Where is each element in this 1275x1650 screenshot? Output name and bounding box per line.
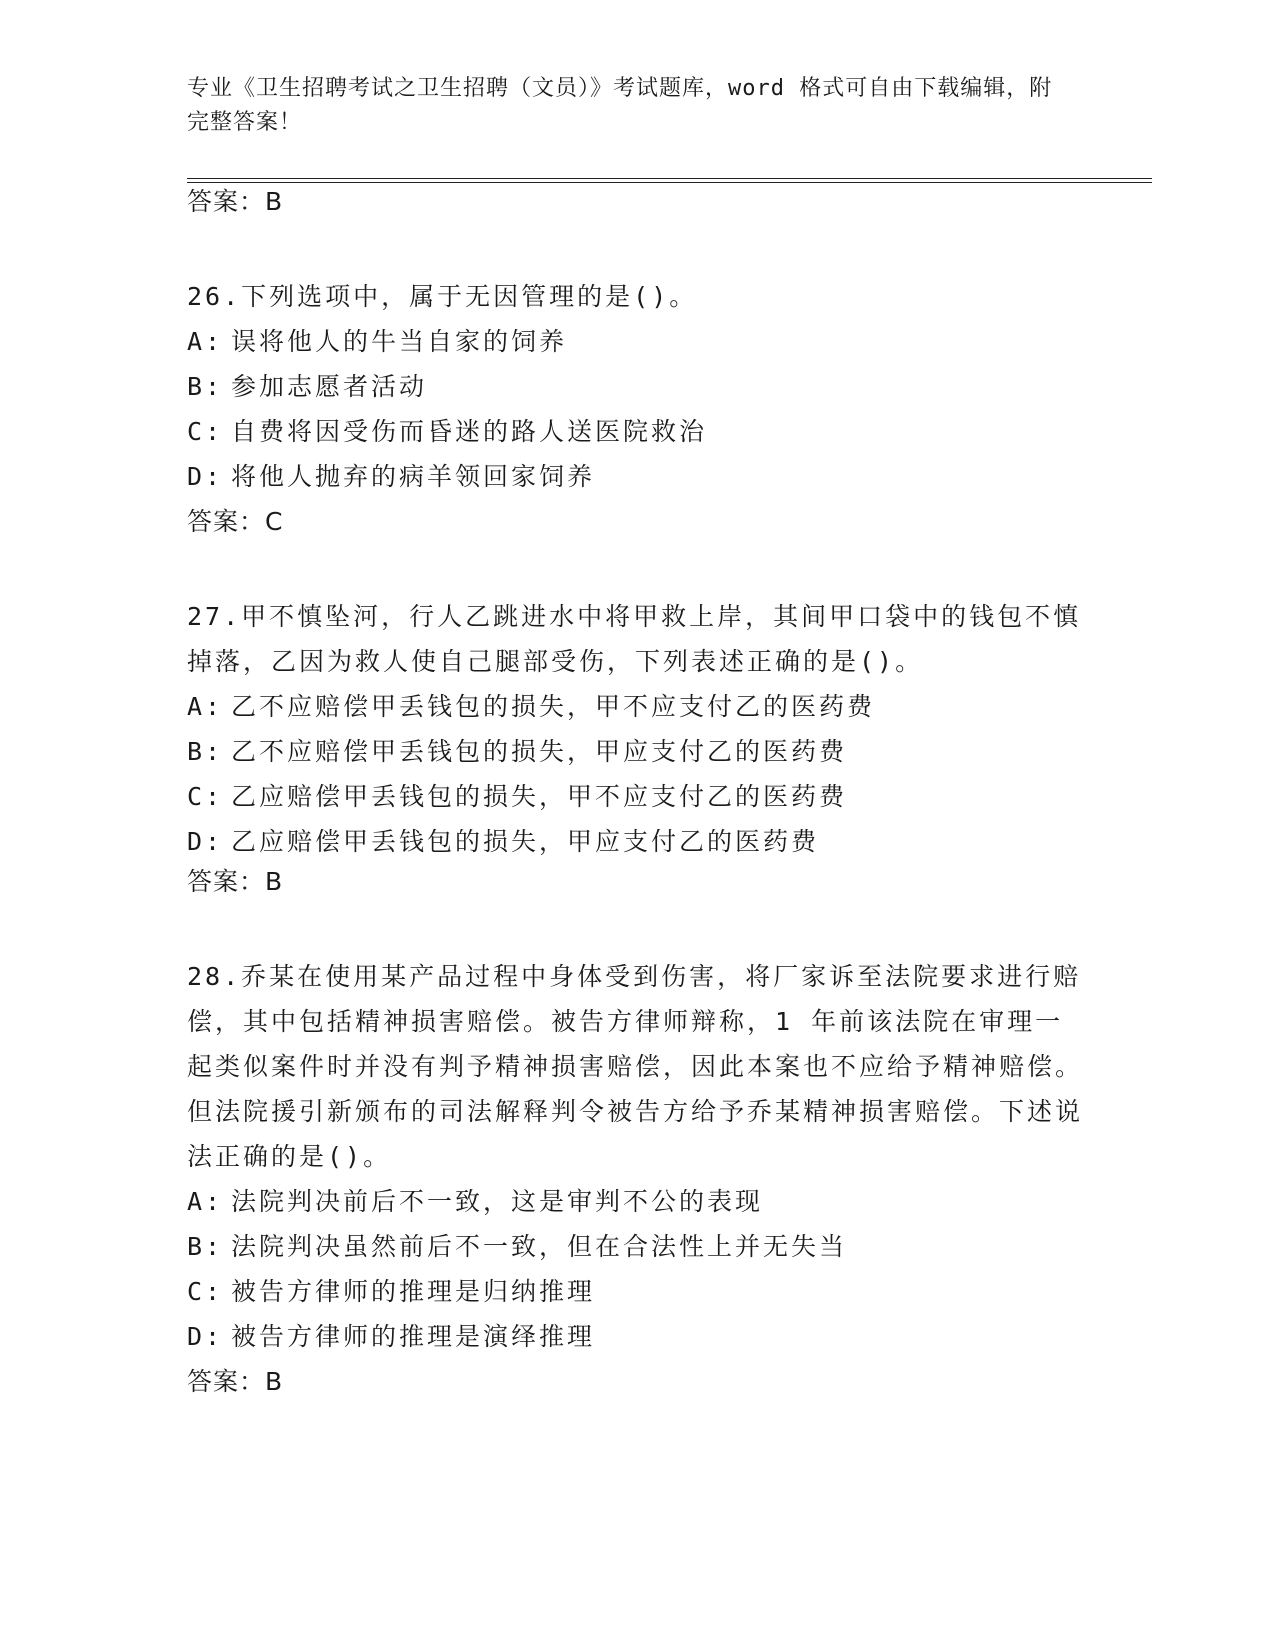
question-stem: 26.下列选项中，属于无因管理的是()。	[187, 282, 698, 311]
option-letter: A:	[187, 1187, 224, 1216]
answer-28: 答案：B	[187, 1367, 284, 1396]
option-letter: D:	[187, 1322, 224, 1351]
option-text: 被告方律师的推理是演绎推理	[231, 1322, 596, 1351]
option-text: 乙不应赔偿甲丢钱包的损失，甲应支付乙的医药费	[231, 737, 848, 766]
option-letter: C:	[187, 782, 224, 811]
option-text: 被告方律师的推理是归纳推理	[231, 1277, 596, 1306]
option-letter: C:	[187, 417, 224, 446]
option-d	[187, 454, 1087, 499]
answer-27: 答案：B	[187, 867, 284, 896]
option-text: 误将他人的牛当自家的饲养	[231, 327, 568, 356]
option-letter: D:	[187, 827, 224, 856]
option-c	[187, 409, 1087, 454]
question-27	[187, 594, 1087, 864]
option-letter: A:	[187, 327, 224, 356]
question-stem: 28.乔某在使用某产品过程中身体受到伤害，将厂家诉至法院要求进行赔偿，其中包括精神损害赔偿。被告方律师辩称，1 年前该法院在审理一起类似案件时并没有判予精神损害赔偿，因此本案也不应给予精神赔偿。但法院援引新颁布的司法解释判令被告方给予乔某精神损害赔偿。下述说法正确的是()。	[187, 962, 1084, 1171]
answer-26: 答案：C	[187, 507, 284, 536]
option-text: 乙应赔偿甲丢钱包的损失，甲应支付乙的医药费	[231, 827, 820, 856]
option-text: 法院判决前后不一致，这是审判不公的表现	[231, 1187, 764, 1216]
option-b	[187, 1224, 1087, 1269]
option-text: 乙不应赔偿甲丢钱包的损失，甲不应支付乙的医药费	[231, 692, 876, 721]
option-text: 乙应赔偿甲丢钱包的损失，甲不应支付乙的医药费	[231, 782, 848, 811]
option-text: 自费将因受伤而昏迷的路人送医院救治	[231, 417, 708, 446]
option-d	[187, 819, 1087, 864]
option-b	[187, 364, 1087, 409]
option-c	[187, 1269, 1087, 1314]
option-text: 将他人抛弃的病羊领回家饲养	[231, 462, 596, 491]
question-stem: 27.甲不慎坠河，行人乙跳进水中将甲救上岸，其间甲口袋中的钱包不慎掉落，乙因为救人使自己腿部受伤，下列表述正确的是()。	[187, 602, 1082, 676]
option-letter: B:	[187, 737, 224, 766]
option-c	[187, 774, 1087, 819]
header-divider-bottom	[187, 182, 1152, 183]
option-letter: B:	[187, 1232, 224, 1261]
answer-previous: 答案：B	[187, 187, 284, 216]
document-header: 专业《卫生招聘考试之卫生招聘（文员）》考试题库，word 格式可自由下载编辑，附完整答案！	[187, 76, 1053, 135]
option-text: 参加志愿者活动	[231, 372, 428, 401]
option-b	[187, 729, 1087, 774]
option-d	[187, 1314, 1087, 1359]
option-a	[187, 319, 1087, 364]
header-divider-top	[187, 178, 1152, 179]
option-text: 法院判决虽然前后不一致，但在合法性上并无失当	[231, 1232, 848, 1261]
option-letter: D:	[187, 462, 224, 491]
question-28	[187, 954, 1087, 1359]
option-letter: C:	[187, 1277, 224, 1306]
option-letter: B:	[187, 372, 224, 401]
option-letter: A:	[187, 692, 224, 721]
question-26	[187, 274, 1087, 499]
option-a	[187, 684, 1087, 729]
option-a	[187, 1179, 1087, 1224]
